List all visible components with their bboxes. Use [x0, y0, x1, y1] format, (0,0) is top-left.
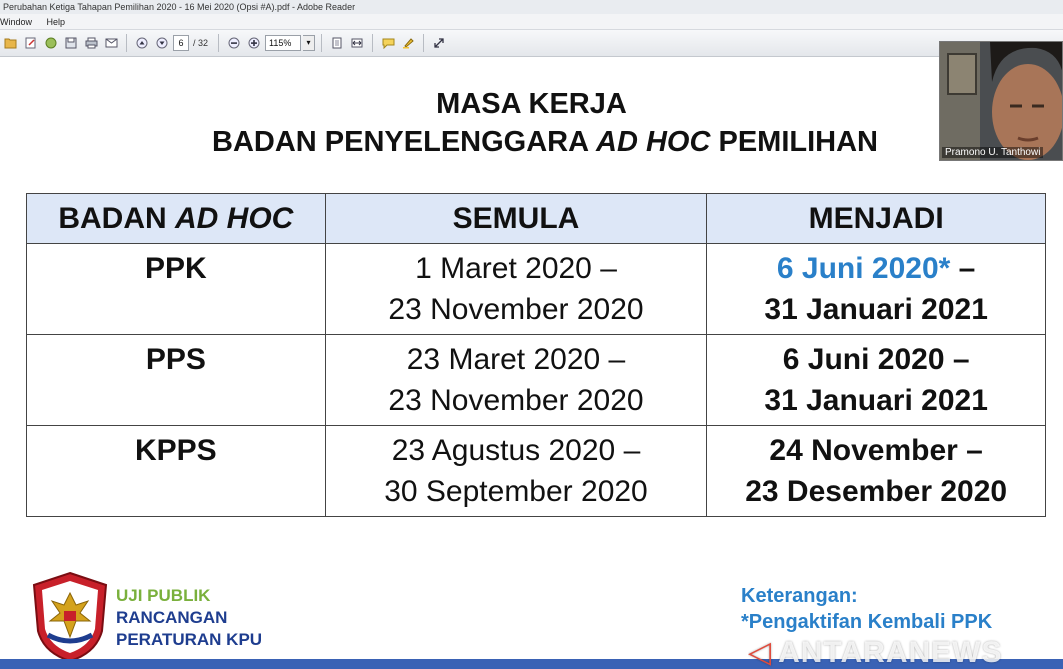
cell-semula — [325, 335, 707, 426]
cell-menjadi — [707, 244, 1046, 335]
prev-page-icon[interactable] — [133, 34, 151, 52]
participant-name: Pramono U. Tanthowi — [942, 147, 1043, 158]
title-text: BADAN PENYELENGGARA — [212, 126, 597, 158]
peraturan-kpu-label: PERATURAN KPU — [116, 630, 263, 649]
zoom-out-icon[interactable] — [225, 34, 243, 52]
cell-line: 23 November 2020 — [388, 384, 644, 417]
cell-line: 23 Maret 2020 – — [406, 343, 626, 376]
table-row — [27, 426, 1046, 517]
cell-line — [707, 248, 1045, 289]
header-badan-ad-hoc — [27, 194, 326, 244]
table-header-row — [27, 194, 1046, 244]
fit-page-icon[interactable] — [328, 34, 346, 52]
header-semula: SEMULA — [325, 194, 707, 244]
keterangan-label: Keterangan: — [741, 585, 858, 607]
highlight-icon[interactable] — [399, 34, 417, 52]
cell-text: – — [950, 252, 976, 285]
edit-icon[interactable] — [22, 34, 40, 52]
email-icon[interactable] — [102, 34, 120, 52]
cell-semula — [325, 244, 707, 335]
header-italic-text: AD HOC — [175, 201, 294, 235]
keterangan-note: *Pengaktifan Kembali PPK — [741, 611, 993, 633]
print-icon[interactable] — [82, 34, 100, 52]
toolbar-separator — [372, 34, 373, 52]
fit-width-icon[interactable] — [348, 34, 366, 52]
menu-window[interactable]: Window — [0, 17, 33, 27]
rancangan-label: RANCANGAN — [116, 608, 228, 627]
toolbar-separator — [423, 34, 424, 52]
toolbar-separator — [218, 34, 219, 52]
share-icon[interactable] — [42, 34, 60, 52]
cell-line: 31 Januari 2021 — [764, 293, 988, 326]
masa-kerja-table — [26, 193, 1046, 517]
cell-line: 24 November – — [769, 434, 983, 467]
cell-semula — [325, 426, 707, 517]
table-row — [27, 335, 1046, 426]
toolbar-separator — [321, 34, 322, 52]
comment-icon[interactable] — [379, 34, 397, 52]
cell-name: KPPS — [27, 426, 326, 517]
zoom-in-icon[interactable] — [245, 34, 263, 52]
cell-menjadi — [707, 426, 1046, 517]
cell-line: 31 Januari 2021 — [764, 384, 988, 417]
window-title: Perubahan Ketiga Tahapan Pemilihan 2020 - 16 Mei 2020 (Opsi #A).pdf - Adobe Reader — [0, 0, 1063, 14]
chevron-down-icon[interactable]: ▾ — [303, 35, 315, 51]
page-total: / 32 — [193, 38, 209, 48]
participant-video — [940, 42, 1063, 161]
antaranews-watermark — [748, 635, 1063, 669]
cell-name: PPS — [27, 335, 326, 426]
highlight-date: 6 Juni 2020* — [776, 252, 951, 285]
cell-line: 1 Maret 2020 – — [415, 252, 617, 285]
header-menjadi: MENJADI — [707, 194, 1046, 244]
open-icon[interactable] — [2, 34, 20, 52]
page-number-input[interactable]: 6 — [173, 35, 189, 51]
watermark-text: ANTARANEWS — [778, 636, 1003, 669]
kpu-logo — [30, 571, 110, 663]
expand-icon[interactable] — [430, 34, 448, 52]
cell-menjadi — [707, 335, 1046, 426]
title-text: PEMILIHAN — [710, 126, 878, 158]
menu-help[interactable]: Help — [46, 17, 66, 27]
title-italic-text: AD HOC — [596, 126, 711, 158]
cell-name: PPK — [27, 244, 326, 335]
toolbar — [0, 30, 1063, 57]
webcam-video-tile[interactable] — [939, 41, 1063, 161]
cell-line: 23 Agustus 2020 – — [391, 434, 641, 467]
save-icon[interactable] — [62, 34, 80, 52]
pdf-page — [0, 58, 1063, 669]
cell-line: 23 November 2020 — [388, 293, 644, 326]
cell-line: 6 Juni 2020 – — [782, 343, 970, 376]
cell-line: 30 September 2020 — [384, 475, 648, 508]
uji-publik-label: UJI PUBLIK — [116, 586, 211, 605]
next-page-icon[interactable] — [153, 34, 171, 52]
antara-logo-icon: ◁ — [748, 636, 773, 669]
slide-title-line2 — [0, 126, 1063, 159]
toolbar-separator — [126, 34, 127, 52]
table-row — [27, 244, 1046, 335]
cell-line: 23 Desember 2020 — [745, 475, 1008, 508]
zoom-level-input[interactable]: 115% — [265, 35, 301, 51]
slide-title-line1: MASA KERJA — [436, 88, 627, 120]
menu-bar — [0, 14, 1063, 30]
header-text: BADAN — [58, 201, 175, 235]
